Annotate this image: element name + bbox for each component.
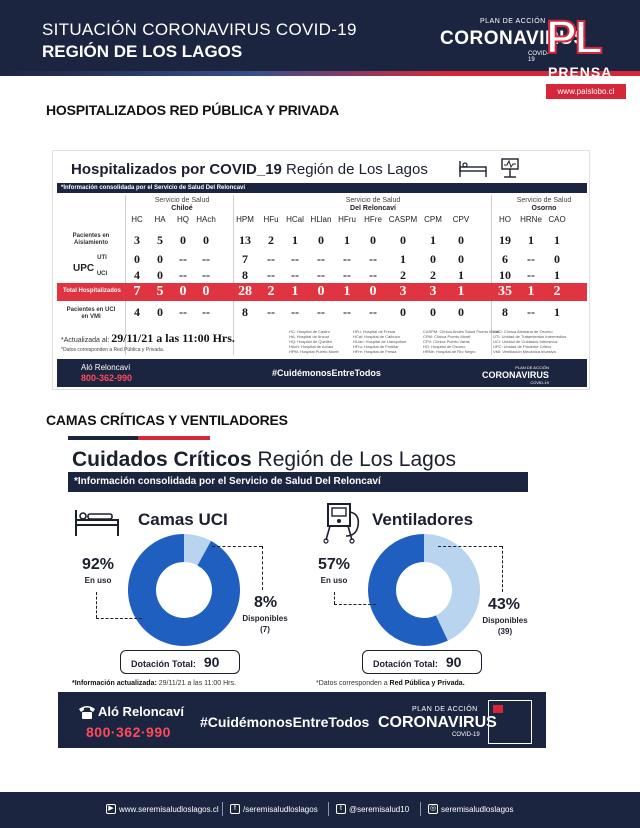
cell-vmi-hpm: 8 xyxy=(242,305,248,319)
column-header-hllan: HLlan xyxy=(310,215,332,224)
total-hospitalizados-row xyxy=(57,283,587,301)
camas-free-count: (7) xyxy=(260,625,270,634)
cell-uci-caspm: 2 xyxy=(400,268,406,282)
cell-aislamiento-cpm: 1 xyxy=(430,233,436,247)
cell-vmi-cao: 1 xyxy=(554,305,560,319)
cell-uti-ha: 0 xyxy=(157,252,163,266)
web-icon: ▶ xyxy=(106,804,116,814)
cell-vmi-hllan: -- xyxy=(317,305,325,319)
ventiladores-title: Ventiladores xyxy=(372,510,474,529)
cell-uci-cao: 1 xyxy=(554,268,560,282)
camas-free-pct: 8% xyxy=(254,594,278,611)
hospital-bed-icon xyxy=(458,157,528,179)
footer-plan-logo: PLAN DE ACCIÓN CORONAVIRUS COVID-19 xyxy=(482,365,549,385)
row-label-uci: UCI xyxy=(96,271,108,277)
vent-used-pct: 57% xyxy=(318,556,351,573)
plan-small-label: PLAN DE ACCIÓN xyxy=(480,18,546,25)
cell-aislamiento-ha: 5 xyxy=(157,233,163,247)
alo-reloncavi-label: Aló Reloncaví xyxy=(98,704,184,719)
twitter-icon: t xyxy=(336,804,346,814)
cell-uci-ho: 10 xyxy=(499,268,511,282)
telephone-icon xyxy=(78,704,96,720)
cell-total-cpm: 3 xyxy=(429,284,437,299)
instagram-link[interactable]: ◎ seremisaludloslagos xyxy=(429,804,514,814)
column-header-hfru: HFru xyxy=(338,215,356,224)
vent-dotacion-box: Dotación Total: 90 xyxy=(362,650,482,674)
column-header-hrne: HRNe xyxy=(520,215,542,224)
abbreviation-item: HC: Hospital de Castro xyxy=(289,329,330,334)
vent-used-label: En uso xyxy=(320,576,348,585)
cell-uti-cpm: 0 xyxy=(430,252,436,266)
column-header-hpm: HPM xyxy=(236,215,254,224)
camas-dotacion-box: Dotación Total: 90 xyxy=(120,650,240,674)
title-rule-red xyxy=(138,436,210,440)
divider xyxy=(328,802,329,816)
bottom-social-bar xyxy=(0,792,640,828)
cell-vmi-hfru: -- xyxy=(343,305,351,319)
cell-uci-hrne: -- xyxy=(527,268,535,282)
hashtag: #CuidémonosEntreTodos xyxy=(272,368,381,378)
abbreviation-item: HFre: Hospital de Fresia xyxy=(353,349,397,354)
column-header-hq: HQ xyxy=(177,215,189,224)
abbreviation-item: CPV: Clínica Puerto Varas xyxy=(423,339,470,344)
cell-vmi-hfre: -- xyxy=(369,305,377,319)
cell-uci-hfre: -- xyxy=(369,268,377,282)
cell-total-ha: 5 xyxy=(156,284,164,299)
facebook-link[interactable]: f /seremisaludloslagos xyxy=(230,804,318,814)
cell-total-hc: 7 xyxy=(133,284,141,299)
abbreviation-item: CASPM: Clínica Andes Salud Puerto Montt xyxy=(423,329,500,334)
abbreviation-item: HLlan: Hospital de Llanquihue xyxy=(353,339,407,344)
cell-uti-hfu: -- xyxy=(267,252,275,266)
cell-uci-cpm: 2 xyxy=(430,268,436,282)
cell-vmi-hq: -- xyxy=(179,305,187,319)
instagram-icon: ◎ xyxy=(429,805,437,812)
watermark-url: www.paislobo.cl xyxy=(546,84,626,99)
column-header-cpv: CPV xyxy=(452,215,470,224)
section-heading-hospitalizados: HOSPITALIZADOS RED PÚBLICA Y PRIVADA xyxy=(46,102,340,118)
datos-note: *Datos corresponden a Red Pública y Privada. xyxy=(61,347,165,353)
leader-line xyxy=(212,546,262,547)
abbreviation-item: UCI: Unidad de Cuidados Intensivos xyxy=(493,339,558,344)
hosp-info-bar: *Información consolidada por el Servicio de Salud Del Reloncaví xyxy=(57,183,587,193)
leader-line xyxy=(438,546,502,547)
cell-uci-hach: -- xyxy=(202,268,210,282)
cell-vmi-hc: 4 xyxy=(134,305,140,319)
cell-aislamiento-hcal: 1 xyxy=(292,233,298,247)
abbreviation-item: CAO: Clínica Alemana de Osorno xyxy=(493,329,553,334)
cell-uti-caspm: 1 xyxy=(400,252,406,266)
cell-aislamiento-ho: 19 xyxy=(499,233,511,247)
cell-uti-ho: 6 xyxy=(502,252,508,266)
cell-total-hllan: 0 xyxy=(317,284,325,299)
cell-aislamiento-hfu: 2 xyxy=(268,233,274,247)
cell-vmi-hach: -- xyxy=(202,305,210,319)
cell-uci-hfu: -- xyxy=(267,268,275,282)
cell-uci-hpm: 8 xyxy=(242,268,248,282)
column-header-cpm: CPM xyxy=(424,215,442,224)
cell-uti-hfre: -- xyxy=(369,252,377,266)
cell-uti-cao: 0 xyxy=(554,252,560,266)
abbreviation-item: UTI: Unidad de Tratamientos Intermedios xyxy=(493,334,567,339)
abbreviation-item: HFu: Hospital de Fresia xyxy=(353,329,396,334)
cell-aislamiento-hq: 0 xyxy=(180,233,186,247)
critical-info-bar: *Información consolidada por el Servicio de Salud Del Reloncaví xyxy=(68,472,528,492)
column-header-ho: HO xyxy=(499,215,511,224)
alo-phone: 800·362·990 xyxy=(86,724,171,740)
abbreviation-item: UPC: Unidad de Paciente Crítico xyxy=(493,344,552,349)
cell-total-hrne: 1 xyxy=(527,284,535,299)
cell-uci-hllan: -- xyxy=(317,268,325,282)
cell-aislamiento-hrne: 1 xyxy=(528,233,534,247)
abbreviation-item: HPM: Hospital Puerto Montt xyxy=(289,349,339,354)
cell-uci-hc: 4 xyxy=(134,268,140,282)
column-header-caspm: CASPM xyxy=(388,215,418,224)
leader-line xyxy=(334,604,376,605)
vent-free-pct: 43% xyxy=(488,596,521,613)
divider xyxy=(420,802,421,816)
pl-prensa-watermark xyxy=(546,11,624,106)
leader-line xyxy=(96,618,142,619)
row-label-total: Total Hospitalizados xyxy=(63,288,121,294)
cell-total-hcal: 1 xyxy=(291,284,299,299)
hosp-card-footer xyxy=(57,359,587,387)
camas-used-pct: 92% xyxy=(82,556,115,573)
cell-total-hfru: 1 xyxy=(343,284,351,299)
cell-uti-hc: 0 xyxy=(134,252,140,266)
ventiladores-donut xyxy=(366,532,482,648)
abbreviation-item: HAch: Hospital de Achao xyxy=(289,344,334,349)
row-label-vmi: Pacientes en UCI en VMI xyxy=(66,307,116,320)
cell-vmi-hcal: -- xyxy=(291,305,299,319)
cell-aislamiento-hc: 3 xyxy=(134,233,140,247)
critical-card-title: Cuidados Críticos Región de Los Lagos xyxy=(72,448,457,471)
twitter-link[interactable]: t @seremisalud10 xyxy=(336,804,409,814)
cell-total-hach: 0 xyxy=(202,284,210,299)
header-title-line2: REGIÓN DE LOS LAGOS xyxy=(42,42,243,61)
cell-uci-ha: 0 xyxy=(157,268,163,282)
row-label-uti: UTI xyxy=(97,255,107,261)
column-header-hfre: HFre xyxy=(364,215,382,224)
title-rule-navy xyxy=(68,436,138,440)
abbreviation-item: HCal: Hospital de Calbuco xyxy=(353,334,400,339)
alo-reloncavi-label: Aló Reloncaví xyxy=(81,363,131,372)
cell-uti-hach: -- xyxy=(202,252,210,266)
cell-uti-hq: -- xyxy=(179,252,187,266)
cell-total-cpv: 1 xyxy=(457,284,465,299)
row-label-aislamiento: Pacientes en Aislamiento xyxy=(72,233,110,246)
datos-corresponden: *Datos corresponden a Red Pública y Privada. xyxy=(316,680,465,687)
camas-used-label: En uso xyxy=(84,576,112,585)
facebook-icon: f xyxy=(230,804,240,814)
cell-aislamiento-hach: 0 xyxy=(203,233,209,247)
abbreviation-item: CPM: Clínica Puerto Montt xyxy=(423,334,471,339)
leader-line xyxy=(334,592,335,604)
cell-uci-hcal: -- xyxy=(291,268,299,282)
column-header-hcal: HCal xyxy=(286,215,304,224)
cell-uti-hrne: -- xyxy=(527,252,535,266)
footer-plan-big: CORONAVIRUS xyxy=(378,714,497,731)
critical-card-footer xyxy=(58,692,546,748)
cell-total-cao: 2 xyxy=(553,284,561,299)
camas-uci-title: Camas UCI xyxy=(138,510,228,529)
row-label-upc: UPC xyxy=(73,263,95,274)
vent-free-count: (39) xyxy=(497,627,513,636)
column-header-cao: CAO xyxy=(548,215,566,224)
abbreviation-item: HO: Hospital de Osorno xyxy=(423,344,466,349)
page-header xyxy=(0,0,640,76)
cell-uci-hq: -- xyxy=(179,268,187,282)
camas-uci-donut xyxy=(126,532,242,648)
gobierno-logo-icon xyxy=(488,700,532,744)
cell-total-hfu: 2 xyxy=(267,284,275,299)
hashtag: #CuidémonosEntreTodos xyxy=(200,714,370,730)
cell-uti-hpm: 7 xyxy=(242,252,248,266)
web-link[interactable]: ▶ www.seremisaludloslagos.cl xyxy=(106,804,219,814)
abbreviation-item: HQ: Hospital de Queilén xyxy=(289,339,333,344)
cell-uti-hfru: -- xyxy=(343,252,351,266)
cell-aislamiento-hllan: 0 xyxy=(318,233,324,247)
prensa-text: PRENSA xyxy=(548,64,613,80)
group-reloncavi: Servicio de Salud Del Reloncaví xyxy=(345,197,401,212)
alo-phone: 800-362-990 xyxy=(81,373,133,383)
cell-aislamiento-hfru: 1 xyxy=(344,233,350,247)
column-header-hc: HC xyxy=(131,215,143,224)
plan-covid-label: COVID-19 xyxy=(528,51,549,63)
cell-vmi-cpv: 0 xyxy=(458,305,464,319)
group-chiloe: Servicio de Salud Chiloé xyxy=(154,197,210,212)
bed-monitor-icons xyxy=(458,157,528,184)
cell-total-hfre: 0 xyxy=(369,284,377,299)
vent-free-label: Disponibles xyxy=(482,616,528,625)
cell-aislamiento-hpm: 13 xyxy=(239,233,251,247)
abbreviation-item: HRNe: Hospital de Río Negro xyxy=(423,349,476,354)
cell-aislamiento-hfre: 0 xyxy=(370,233,376,247)
cell-vmi-caspm: 0 xyxy=(400,305,406,319)
group-osorno: Servicio de Salud Osorno xyxy=(516,197,572,212)
hosp-card-title: Hospitalizados por COVID_19 Región de Los Lagos xyxy=(71,161,428,178)
camas-free-label: Disponibles xyxy=(242,614,288,623)
cell-uci-cpv: 1 xyxy=(458,268,464,282)
column-header-hach: HAch xyxy=(196,215,216,224)
abbreviation-item: VMI: Ventilación Mecánica Invasiva xyxy=(493,349,556,354)
header-title-line1: SITUACIÓN CORONAVIRUS COVID-19 xyxy=(42,20,357,39)
cell-aislamiento-caspm: 0 xyxy=(400,233,406,247)
cell-aislamiento-cpv: 0 xyxy=(458,233,464,247)
plan-big-label: CORONAVIRUS xyxy=(440,28,587,49)
hospitalizados-card xyxy=(52,150,590,390)
cell-total-caspm: 3 xyxy=(399,284,407,299)
cell-total-ho: 35 xyxy=(498,284,512,299)
footer-plan-covid: COVID-19 xyxy=(452,732,480,738)
cell-uti-hcal: -- xyxy=(291,252,299,266)
leader-line xyxy=(502,546,503,592)
leader-line xyxy=(96,592,97,618)
cell-vmi-hrne: -- xyxy=(527,305,535,319)
updated-line: *Actualizada al: 29/11/21 a las 11:00 Hrs. xyxy=(61,331,235,345)
cell-aislamiento-cao: 1 xyxy=(554,233,560,247)
uci-bed-icon xyxy=(72,504,124,538)
footer-plan-small: PLAN DE ACCIÓN xyxy=(412,706,478,713)
abbreviation-item: HA: Hospital de Ancud xyxy=(289,334,330,339)
info-updated: *Información actualizada: 29/11/21 a las 11:00 Hrs. xyxy=(72,680,236,687)
column-header-ha: HA xyxy=(154,215,166,224)
cell-uti-hllan: -- xyxy=(317,252,325,266)
divider xyxy=(222,802,223,816)
pl-letters: PL xyxy=(546,11,601,63)
section-heading-camas: CAMAS CRÍTICAS Y VENTILADORES xyxy=(46,412,288,428)
cell-vmi-cpm: 0 xyxy=(430,305,436,319)
ventilator-icon xyxy=(318,500,364,544)
cell-total-hq: 0 xyxy=(179,284,187,299)
column-header-hfu: HFu xyxy=(263,215,279,224)
cell-vmi-ha: 0 xyxy=(157,305,163,319)
cell-total-hpm: 28 xyxy=(238,284,252,299)
cell-uci-hfru: -- xyxy=(343,268,351,282)
cell-vmi-hfu: -- xyxy=(267,305,275,319)
cell-vmi-ho: 8 xyxy=(502,305,508,319)
header-stripe xyxy=(0,71,640,76)
leader-line xyxy=(262,546,263,590)
cell-uti-cpv: 0 xyxy=(458,252,464,266)
abbreviation-item: HFru: Hospital de Frutillar xyxy=(353,344,399,349)
